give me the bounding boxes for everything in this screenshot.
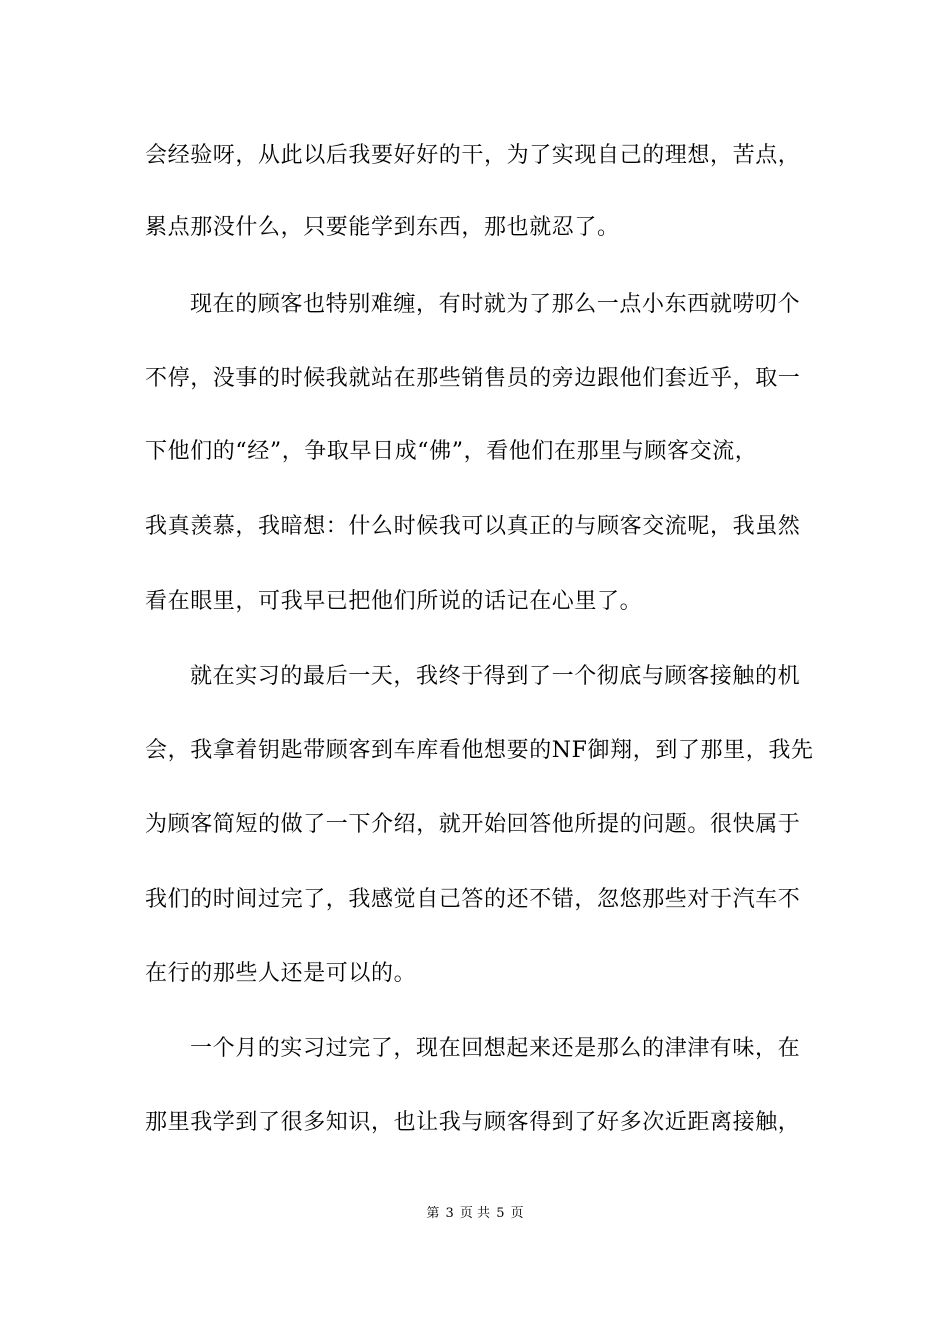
page-label-prefix: 第 <box>426 1206 440 1221</box>
page-footer <box>0 1205 950 1223</box>
body-text-line: 看在眼里，可我早已把他们所说的话记在心里了。 <box>145 589 643 614</box>
paragraph-first-line: 一个月的实习过完了，现在回想起来还是那么的津津有味，在 <box>190 1036 801 1061</box>
body-text-line: 会，我拿着钥匙带顾客到车库看他想要的NF御翔，到了那里，我先 <box>145 738 814 763</box>
body-text-line: 在行的那些人还是可以的。 <box>145 961 417 986</box>
total-pages-number: 5 <box>496 1206 505 1221</box>
body-text-line: 不停，没事的时候我就站在那些销售员的旁边跟他们套近乎，取一 <box>145 366 801 391</box>
body-text-line: 我们的时间过完了，我感觉自己答的还不错，忽悠那些对于汽车不 <box>145 887 801 912</box>
paragraph-first-line: 现在的顾客也特别难缠，有时就为了那么一点小东西就唠叨个 <box>190 292 801 317</box>
body-text-line: 下他们的“经”，争取早日成“佛”，看他们在那里与顾客交流， <box>145 439 758 464</box>
body-text-line: 为顾客简短的做了一下介绍，就开始回答他所提的问题。很快属于 <box>145 812 801 837</box>
paragraph-first-line: 就在实习的最后一天，我终于得到了一个彻底与顾客接触的机 <box>190 664 801 689</box>
body-text-line: 那里我学到了很多知识，也让我与顾客得到了好多次近距离接触， <box>145 1110 801 1135</box>
body-text-line: 会经验呀，从此以后我要好好的干，为了实现自己的理想，苦点， <box>145 143 801 168</box>
page-label-suffix: 页 <box>510 1206 524 1221</box>
page-label-mid: 页 共 <box>459 1206 491 1221</box>
body-text-line: 累点那没什么，只要能学到东西，那也就忍了。 <box>145 215 620 240</box>
current-page-number: 3 <box>445 1206 454 1221</box>
body-text-line: 我真羡慕，我暗想：什么时候我可以真正的与顾客交流呢，我虽然 <box>145 514 801 539</box>
